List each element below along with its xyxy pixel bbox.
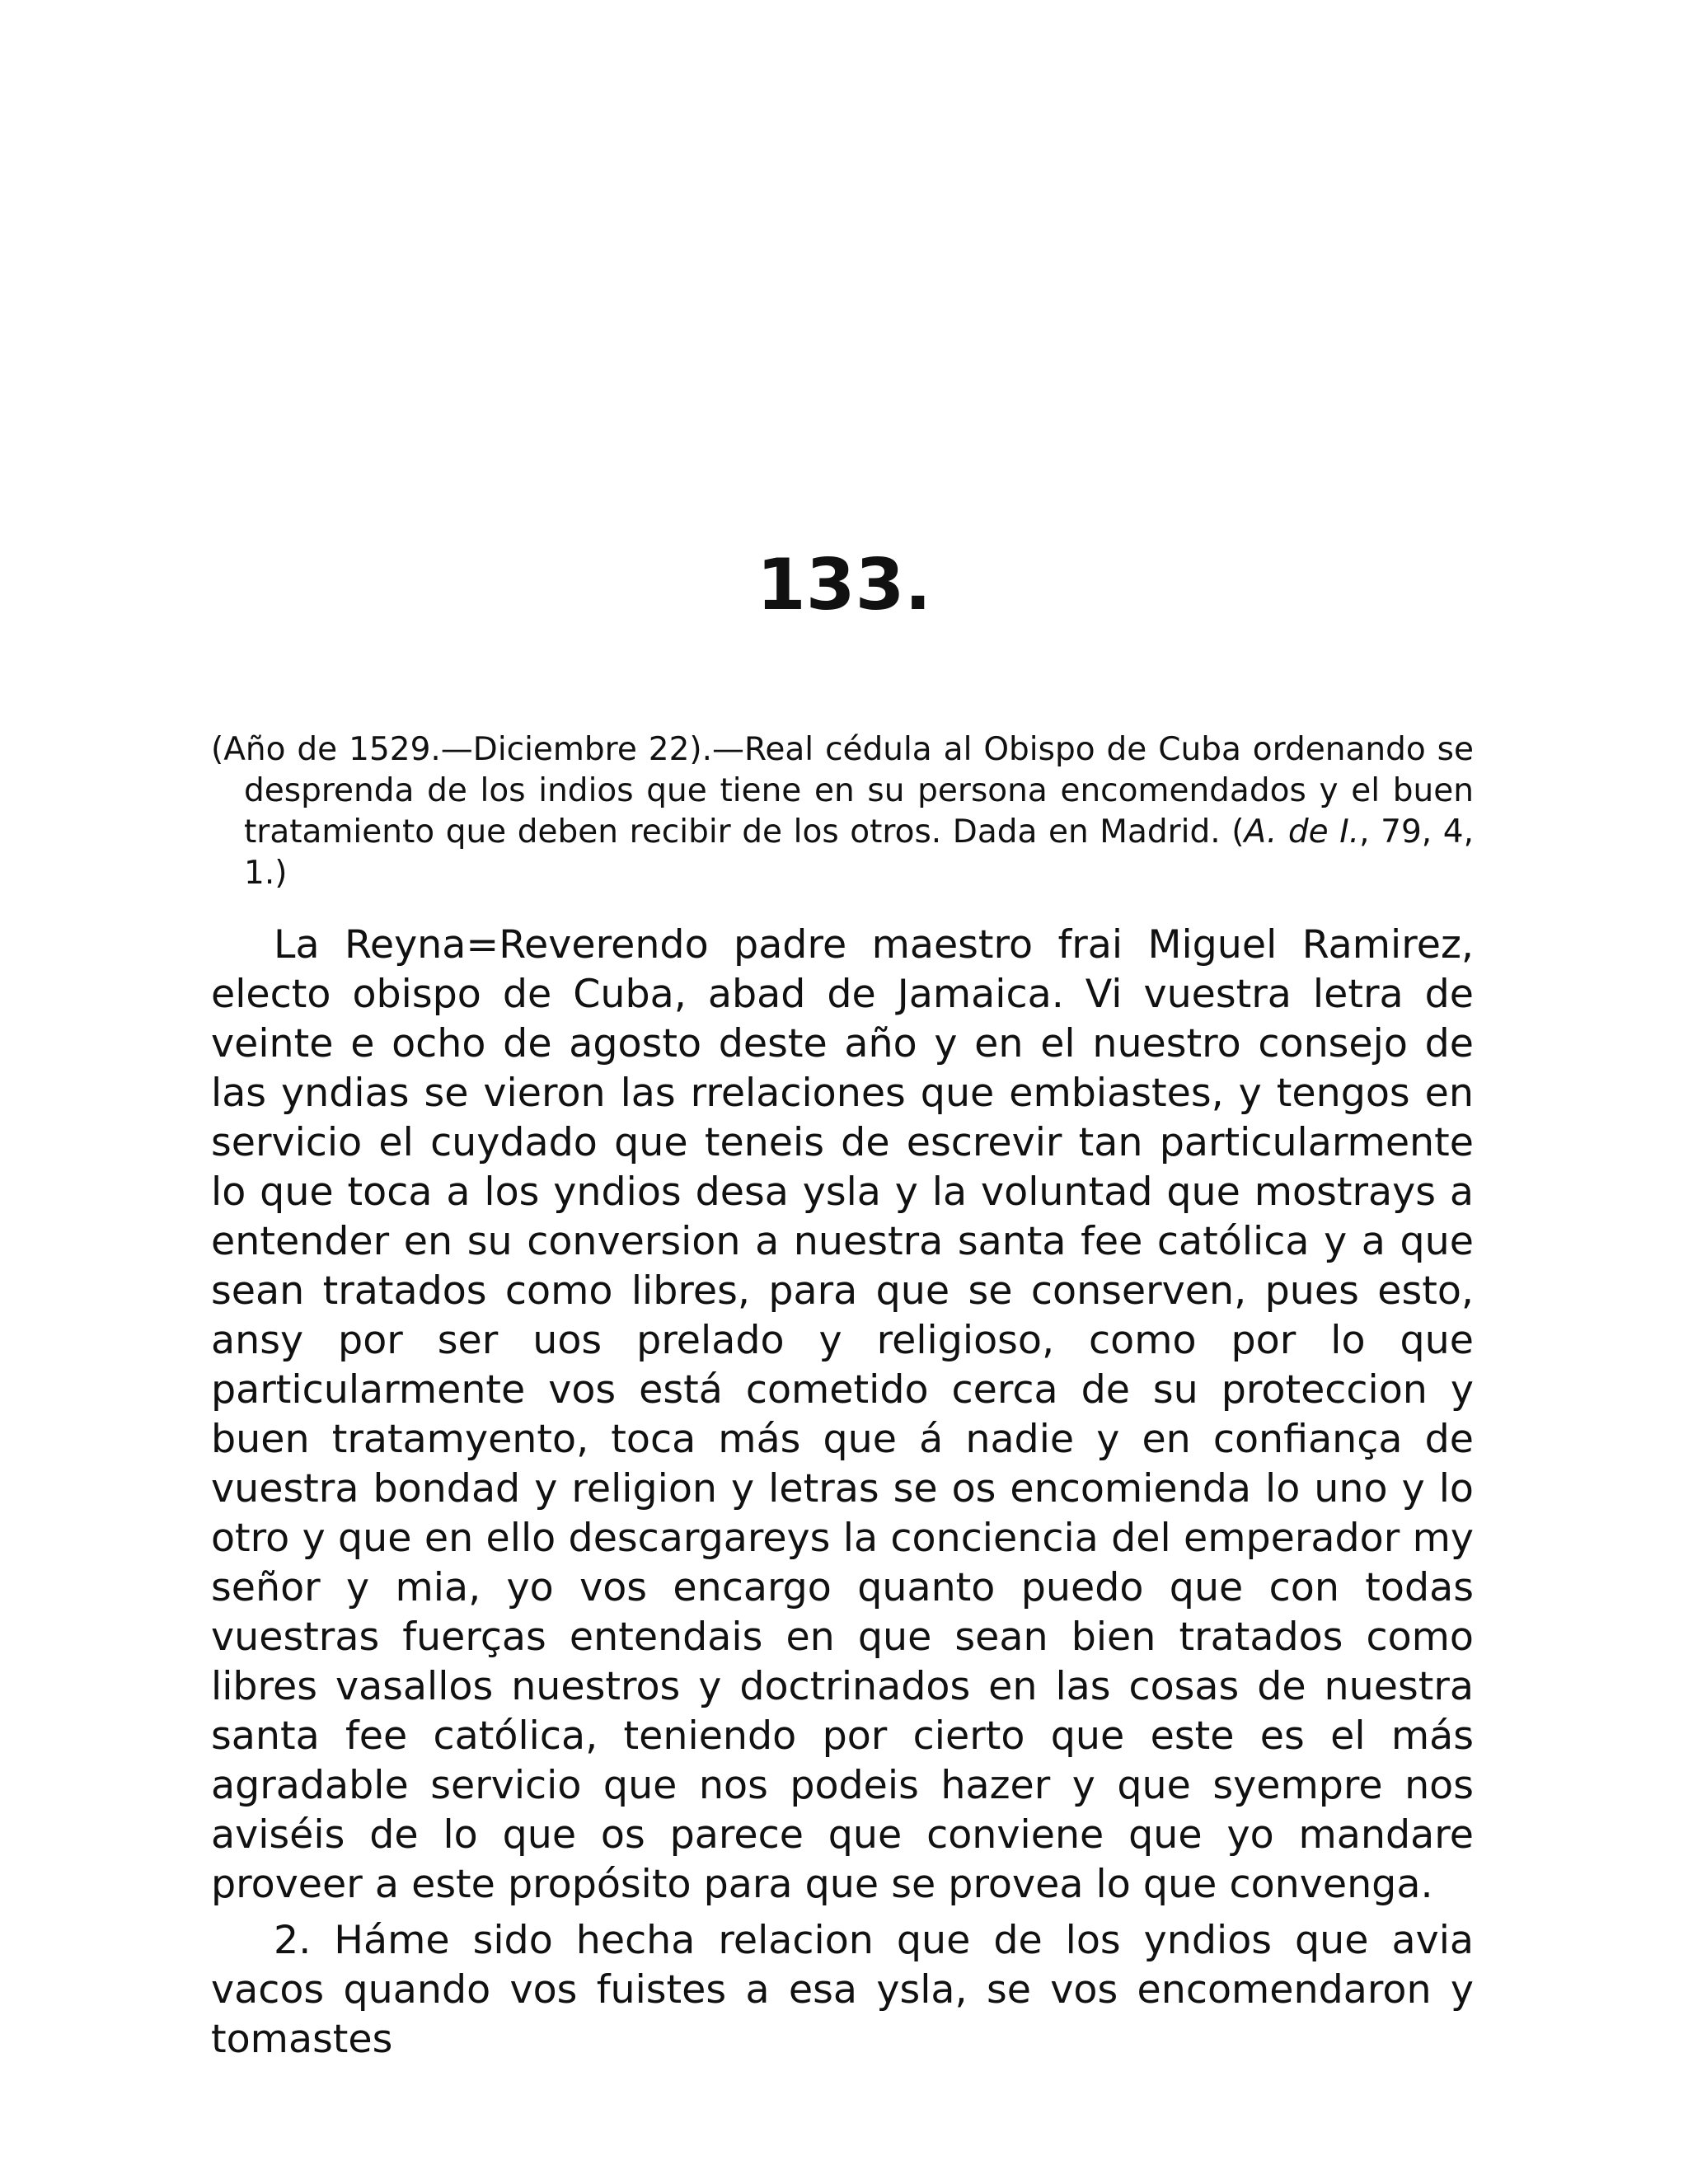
document-summary (211, 729, 1474, 894)
body-paragraph-1: La Reyna=Reverendo padre maestro frai Miguel Ramirez, electo obispo de Cuba, abad de Jamaica. Vi vuestra letra de veinte e ocho de agosto deste año y en el nuestro consejo de las yndias se vieron las rrelaciones que embiastes, y tengos en servicio el cuydado que teneis de escrevir tan particularmente lo que toca a los yndios desa ysla y la voluntad que mostrays a entender en su conversion a nuestra santa fee católica y a que sean tratados como libres, para que se conserven, pues esto, ansy por ser uos prelado y religioso, como por lo que particularmente vos está cometido cerca de su proteccion y buen tratamyento, toca más que á nadie y en confiança de vuestra bondad y religion y letras se os encomienda lo uno y lo otro y que en ello descargareys la conciencia del emperador my señor y mia, yo vos encargo quanto puedo que con todas vuestras fuerças entendais en que sean bien tratados como libres vasallos nuestros y doctrinados en las cosas de nuestra santa fee católica, teniendo por cierto que este es el más agradable servicio que nos podeis hazer y que syempre nos aviséis de lo que os parece que conviene que yo mandare proveer a este propósito para que se provea lo que convenga. (211, 922, 1474, 1907)
summary-text: (Año de 1529.—Diciembre 22).—Real cédula al Obispo de Cuba ordenando se desprenda de los indios que tiene en su persona encomendados y el buen tratamiento que deben recibir de los otros. Dada en Madrid. ( (211, 731, 1474, 851)
archive-reference: A. de I. (1244, 813, 1360, 851)
summary-reference-tail: , 79, 4, 1.) (244, 813, 1474, 892)
document-number: 133. (756, 544, 932, 626)
document-body (211, 921, 1474, 2071)
body-paragraph-2: 2. Háme sido hecha relacion que de los yndios que avia vacos quando vos fuistes a esa ysla, se vos encomendaron y tomastes (211, 1918, 1474, 2062)
